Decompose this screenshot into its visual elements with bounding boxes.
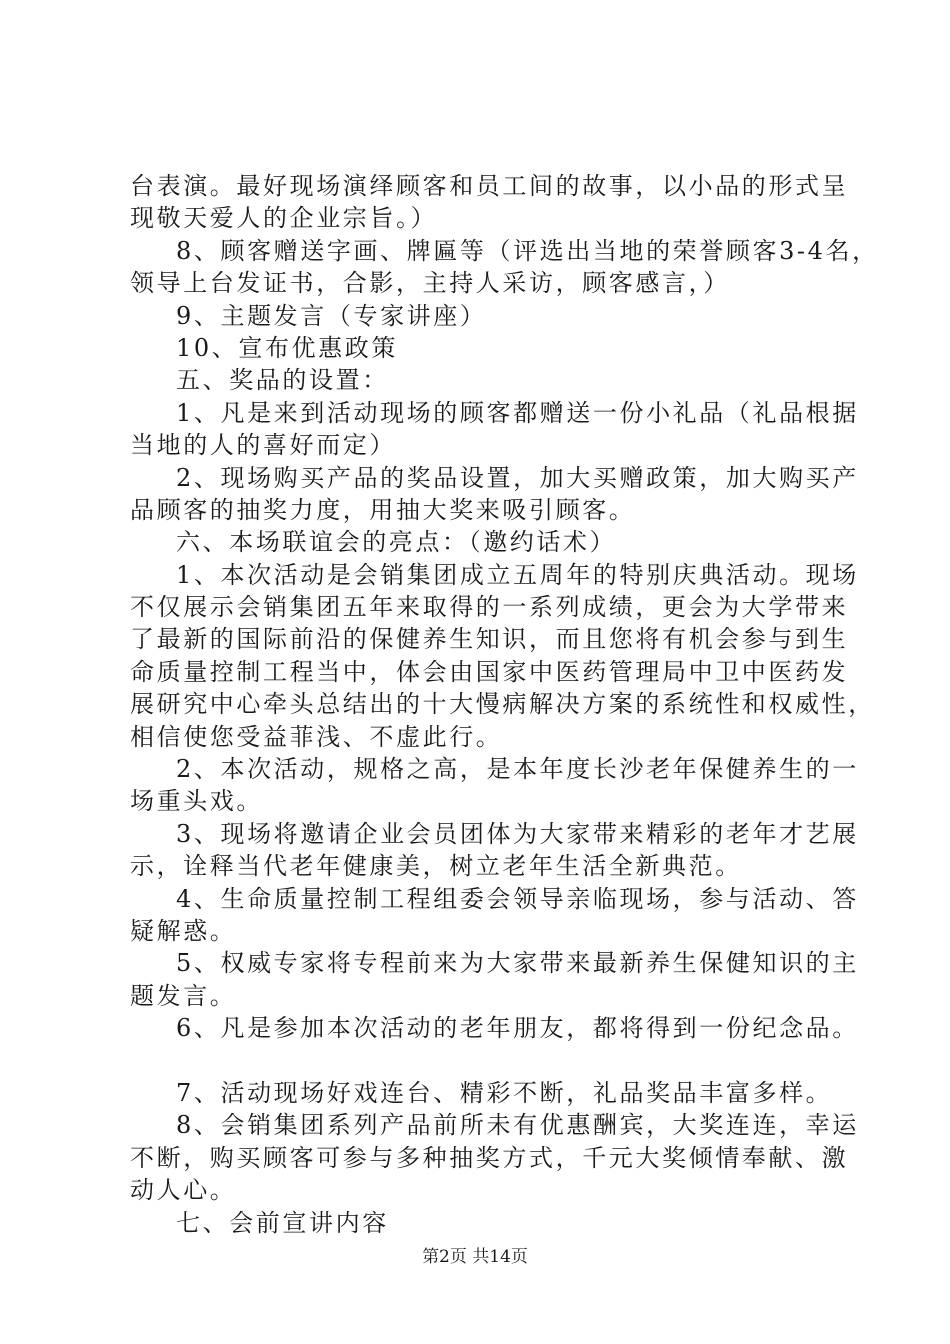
text-line: 7、活动现场好戏连台、精彩不断，礼品奖品丰富多样。: [176, 1078, 833, 1107]
text-line: 1、本次活动是会销集团成立五周年的特别庆典活动。现场: [176, 560, 859, 589]
text-line: 2、本次活动，规格之高，是本年度长沙老年保健养生的一: [176, 755, 859, 784]
text-line: 了最新的国际前沿的保健养生知识，而且您将有机会参与到生: [130, 625, 849, 654]
text-line: 8、顾客赠送字画、牌匾等（评选出当地的荣誉顾客3-4名，: [176, 236, 879, 265]
text-line: 9、主题发言（专家讲座）: [176, 301, 487, 330]
text-line: 场重头戏。: [130, 787, 263, 816]
text-line: 10、宣布优惠政策: [176, 333, 398, 362]
text-line: 命质量控制工程当中，体会由国家中医药管理局中卫中医药发: [130, 657, 849, 686]
text-line: 6、凡是参加本次活动的老年朋友，都将得到一份纪念品。: [176, 1014, 859, 1043]
text-line: 示，诠释当代老年健康美，树立老年生活全新典范。: [130, 852, 742, 881]
document-body: [130, 170, 879, 1239]
text-line: 展研究中心牵头总结出的十大慢病解决方案的系统性和权威性，: [130, 690, 875, 719]
text-line: 相信使您受益菲浅、不虚此行。: [130, 722, 503, 751]
section-heading: 六、本场联谊会的亮点：（邀约话术）: [176, 528, 617, 557]
text-line: 现敬天爱人的企业宗旨。）: [130, 204, 438, 233]
text-line: 2、现场购买产品的奖品设置，加大买赠政策，加大购买产: [176, 463, 859, 492]
section-heading: 七、会前宣讲内容: [176, 1208, 389, 1237]
text-line: 台表演。最好现场演绎顾客和员工间的故事，以小品的形式呈: [130, 172, 849, 200]
text-line: 当地的人的喜好而定）: [130, 431, 396, 460]
text-line: 不仅展示会销集团五年来取得的一系列成绩，更会为大学带来: [130, 593, 849, 622]
text-line: 品顾客的抽奖力度，用抽大奖来吸引顾客。: [130, 495, 636, 524]
text-line: 3、现场将邀请企业会员团体为大家带来精彩的老年才艺展: [176, 819, 859, 848]
text-line: 5、权威专家将专程前来为大家带来最新养生保健知识的主: [176, 949, 859, 978]
text-line: 题发言。: [130, 981, 237, 1010]
text-line: 不断，购买顾客可参与多种抽奖方式，千元大奖倾情奉献、激: [130, 1143, 849, 1172]
text-line: 领导上台发证书，合影，主持人采访，顾客感言，）: [130, 269, 730, 298]
text-line: 1、凡是来到活动现场的顾客都赠送一份小礼品（礼品根据: [176, 398, 859, 427]
text-line: 动人心。: [130, 1176, 237, 1205]
section-heading: 五、奖品的设置：: [176, 366, 389, 395]
text-line: 疑解惑。: [130, 916, 237, 945]
blank-line: [130, 1045, 830, 1077]
page-number-footer: 第2页 共14页: [422, 1247, 528, 1267]
text-line: 4、生命质量控制工程组委会领导亲临现场，参与活动、答: [176, 884, 859, 913]
text-line: 8、会销集团系列产品前所未有优惠酬宾，大奖连连，幸运: [176, 1111, 859, 1140]
